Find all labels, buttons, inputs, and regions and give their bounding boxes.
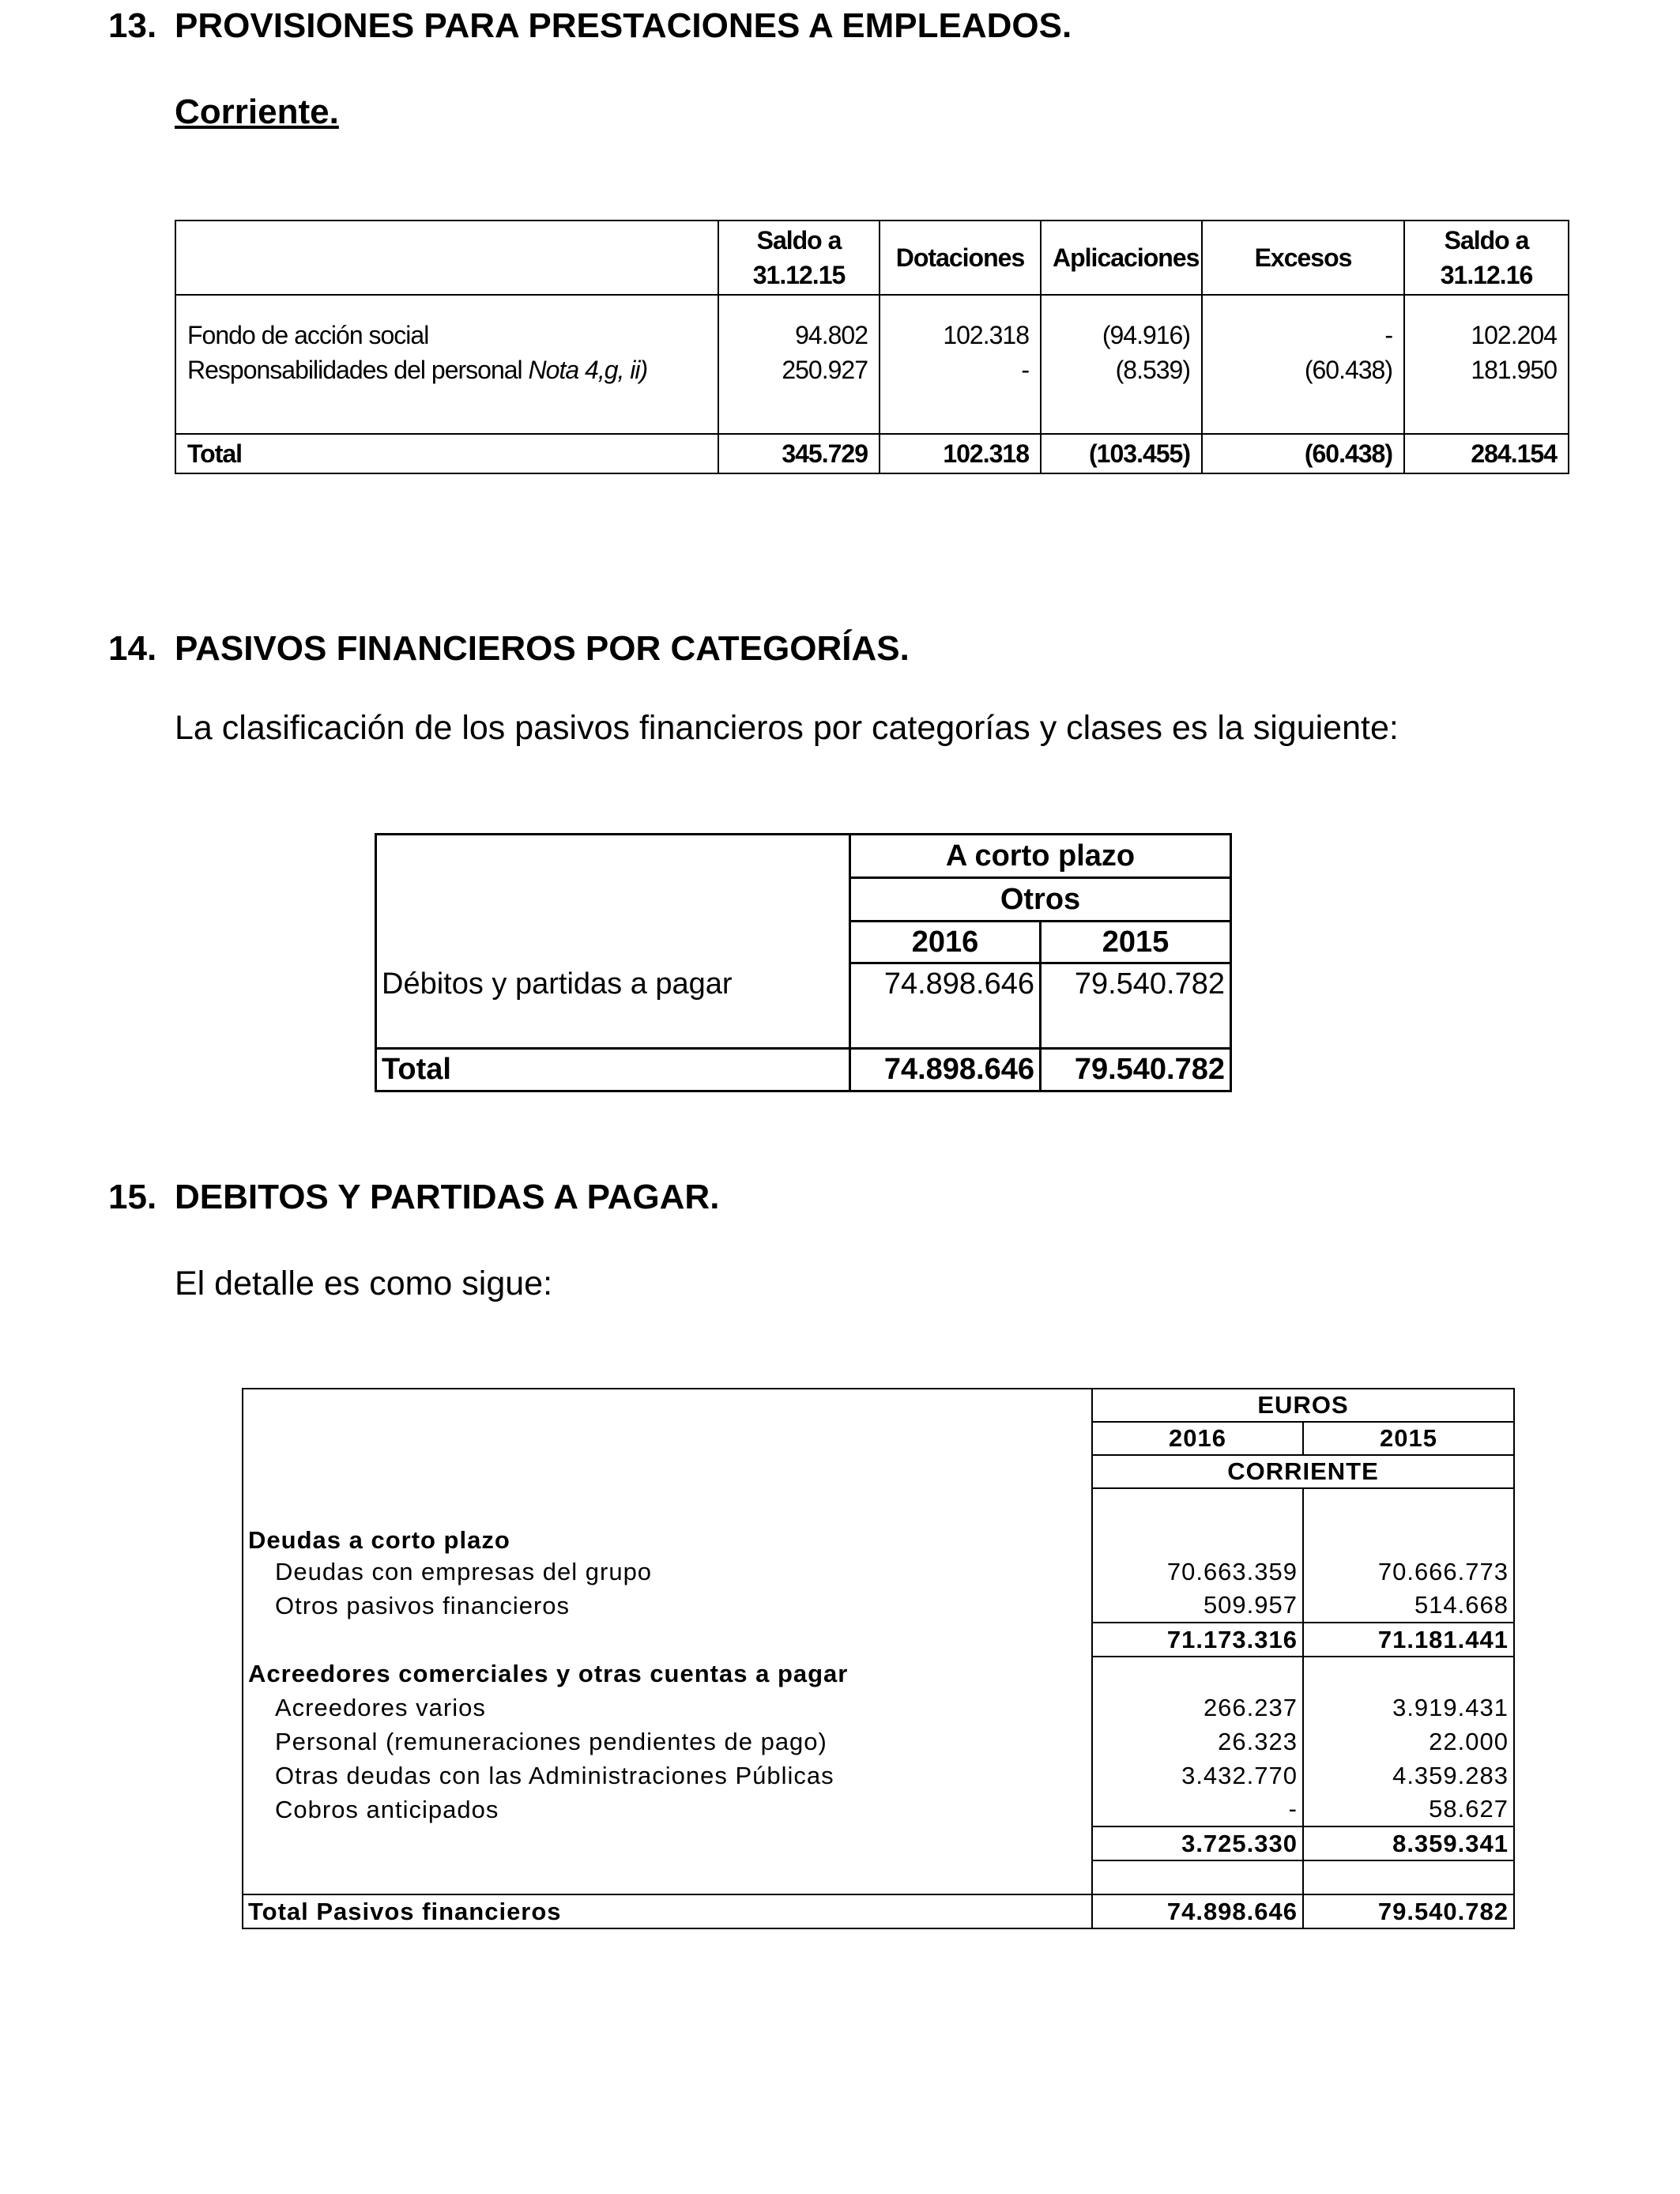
cell-value: (60.438) (1202, 350, 1404, 390)
subtotal-value: 8.359.341 (1303, 1826, 1514, 1860)
cell-value: (94.916) (1041, 295, 1202, 350)
total-value: (103.455) (1041, 434, 1202, 473)
section-15-title: DEBITOS Y PARTIDAS A PAGAR. (175, 1178, 720, 1216)
cell-value: 79.540.782 (1041, 963, 1231, 1005)
row-label: Otros pasivos financieros (243, 1589, 1092, 1623)
group-title: Acreedores comerciales y otras cuentas a pagar (243, 1657, 1092, 1691)
cell-value: - (880, 350, 1041, 390)
header-year-2015: 2015 (1303, 1422, 1514, 1455)
header-currency: EUROS (1092, 1389, 1514, 1422)
table-row (243, 1793, 1514, 1826)
section-14-intro: La clasificación de los pasivos financieros por categorías y clases es la siguiente: (175, 709, 1399, 747)
cell-value: - (1202, 295, 1404, 350)
total-label: Total Pasivos financieros (243, 1894, 1092, 1928)
total-value: 79.540.782 (1303, 1894, 1514, 1928)
section-15-intro: El detalle es como sigue: (175, 1265, 553, 1302)
cell-value: 102.318 (880, 295, 1041, 350)
header-aplicaciones: Aplicaciones (1041, 221, 1202, 295)
cell-value: 3.919.431 (1303, 1691, 1514, 1725)
header-category: CORRIENTE (1092, 1455, 1514, 1488)
table-header-row (175, 221, 1569, 295)
total-value: (60.438) (1202, 434, 1404, 473)
section-15-number: 15. (108, 1178, 157, 1216)
cell-value: (8.539) (1041, 350, 1202, 390)
row-label: Responsabilidades del personal Nota 4,g, ii) (175, 350, 718, 390)
row-label: Cobros anticipados (243, 1793, 1092, 1826)
group-title-row (243, 1657, 1514, 1691)
header-group: A corto plazo (850, 835, 1231, 878)
total-row (243, 1894, 1514, 1928)
header-year-2016: 2016 (850, 922, 1041, 963)
spacer-row (376, 1005, 1231, 1049)
section-13-title: PROVISIONES PARA PRESTACIONES A EMPLEADOS. (175, 6, 1072, 45)
cell-value: 102.204 (1404, 295, 1569, 350)
row-label: Acreedores varios (243, 1691, 1092, 1725)
table-row (243, 1555, 1514, 1589)
total-label: Total (376, 1049, 850, 1091)
row-label: Deudas con empresas del grupo (243, 1555, 1092, 1589)
header-excesos: Excesos (1202, 221, 1404, 295)
total-value: 102.318 (880, 434, 1041, 473)
cell-value: 74.898.646 (850, 963, 1041, 1005)
header-blank (243, 1389, 1092, 1488)
header-year-2016: 2016 (1092, 1422, 1303, 1455)
subtotal-value: 71.173.316 (1092, 1623, 1303, 1657)
section-14-number: 14. (108, 629, 157, 668)
cell-value: 70.663.359 (1092, 1555, 1303, 1589)
total-row (175, 434, 1569, 473)
row-label: Fondo de acción social (175, 295, 718, 350)
provisions-table (175, 220, 1569, 474)
table-row (243, 1725, 1514, 1759)
cell-value: 266.237 (1092, 1691, 1303, 1725)
cell-value: 22.000 (1303, 1725, 1514, 1759)
cell-value: 250.927 (718, 350, 880, 390)
header-year-2015: 2015 (1041, 922, 1231, 963)
spacer-row (175, 390, 1569, 434)
payables-detail-table (242, 1388, 1515, 1929)
header-sub: Otros (850, 878, 1231, 922)
cell-value: 3.432.770 (1092, 1759, 1303, 1793)
section-14-title: PASIVOS FINANCIEROS POR CATEGORÍAS. (175, 629, 910, 668)
table-row (175, 295, 1569, 350)
total-value: 74.898.646 (1092, 1894, 1303, 1928)
cell-value: 181.950 (1404, 350, 1569, 390)
subtotal-value: 3.725.330 (1092, 1826, 1303, 1860)
spacer-row (243, 1860, 1514, 1894)
section-13-subtitle: Corriente. (175, 92, 339, 131)
cell-value: 4.359.283 (1303, 1759, 1514, 1793)
cell-value: - (1092, 1793, 1303, 1826)
section-13-number: 13. (108, 6, 157, 45)
cell-value: 94.802 (718, 295, 880, 350)
cell-value: 26.323 (1092, 1725, 1303, 1759)
cell-value: 509.957 (1092, 1589, 1303, 1623)
cell-value: 514.668 (1303, 1589, 1514, 1623)
table-row (175, 350, 1569, 390)
table-row (243, 1759, 1514, 1793)
total-value: 74.898.646 (850, 1049, 1041, 1091)
header-blank (175, 221, 718, 295)
subtotal-value: 71.181.441 (1303, 1623, 1514, 1657)
group-title: Deudas a corto plazo (243, 1488, 1092, 1555)
table-row (243, 1691, 1514, 1725)
note-reference: Nota 4,g, ii) (528, 355, 648, 384)
total-label: Total (175, 434, 718, 473)
financial-liabilities-table (375, 833, 1232, 1092)
cell-value: 70.666.773 (1303, 1555, 1514, 1589)
total-value: 345.729 (718, 434, 880, 473)
row-label: Personal (remuneraciones pendientes de pago) (243, 1725, 1092, 1759)
table-row (376, 963, 1231, 1005)
subtotal-row (243, 1826, 1514, 1860)
subtotal-row (243, 1623, 1514, 1657)
total-value: 79.540.782 (1041, 1049, 1231, 1091)
total-row (376, 1049, 1231, 1091)
row-label: Débitos y partidas a pagar (376, 963, 850, 1005)
header-saldo-final: Saldo a 31.12.16 (1404, 221, 1569, 295)
header-blank (376, 835, 850, 963)
cell-value: 58.627 (1303, 1793, 1514, 1826)
row-label: Otras deudas con las Administraciones Públicas (243, 1759, 1092, 1793)
header-saldo-inicial: Saldo a 31.12.15 (718, 221, 880, 295)
table-row (243, 1589, 1514, 1623)
group-title-row (243, 1488, 1514, 1555)
header-dotaciones: Dotaciones (880, 221, 1041, 295)
total-value: 284.154 (1404, 434, 1569, 473)
